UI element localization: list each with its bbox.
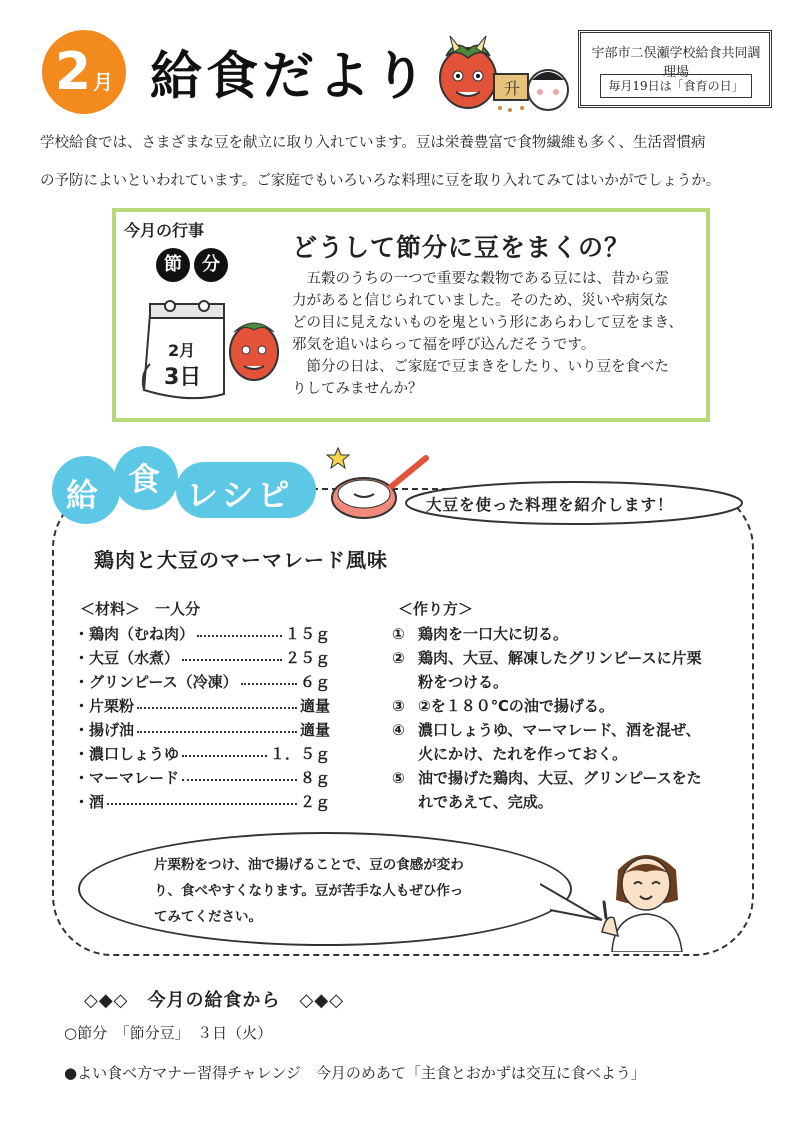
ingredient-row — [74, 670, 330, 694]
step-item — [392, 622, 738, 646]
food-day-label: 毎月19日は「食育の日」 — [600, 74, 752, 98]
step-text: 火にかけ、たれを作っておく。 — [418, 745, 628, 763]
step-text: 鶏肉を一口大に切る。 — [418, 625, 569, 643]
step-number: ④ — [392, 721, 405, 739]
event-body — [292, 268, 700, 400]
step-text: 粉をつける。 — [418, 673, 509, 691]
ingredient-name: ・グリンピース（冷凍） — [74, 673, 238, 691]
recipe-logo-char-1: 給 — [66, 476, 99, 514]
event-body-line: 五穀のうちの一つで重要な穀物である豆には、昔から霊 — [292, 271, 669, 287]
ingredient-name: ・片栗粉 — [74, 697, 135, 715]
ingredient-amount: 適量 — [299, 721, 330, 739]
bun-char: 分 — [194, 248, 228, 282]
step-text: ②を１８０℃の油で揚げる。 — [418, 697, 614, 715]
ingredient-amount: ２５ｇ — [284, 649, 330, 667]
tip-line: てみてください。 — [154, 909, 262, 925]
nutritionist-icon — [598, 840, 694, 952]
ingredient-amount: ８ｇ — [299, 769, 330, 787]
recipe-logo-char-2: 食 — [128, 460, 161, 498]
ingredient-amount: １５ｇ — [284, 625, 330, 643]
page-title: 給食だより — [150, 47, 431, 107]
ingredient-amount: 適量 — [299, 697, 330, 715]
calendar-icon — [140, 294, 290, 406]
intro-line-2: の予防によいといわれています。ご家庭でもいろいろな料理に豆を取り入れてみてはいかがでしょうか。 — [40, 173, 721, 189]
event-body-line: 邪気を追いはらって福を呼び込んだそうです。 — [292, 337, 596, 353]
ingredient-name: ・酒 — [74, 793, 105, 811]
tip-text — [154, 852, 494, 930]
ingredient-row — [74, 646, 330, 670]
tip-line: 片栗粉をつけ、油で揚げることで、豆の食感が変わ — [154, 857, 464, 873]
event-body-line: どの目に見えないものを鬼という形にあらわして豆をまき、 — [292, 315, 683, 331]
ingredients-heading: ＜材料＞ 一人分 — [80, 600, 201, 618]
event-title: どうして節分に豆をまくの？ — [292, 233, 631, 262]
step-text: 鶏肉、大豆、解凍したグリンピースに片栗 — [418, 649, 702, 667]
step-item — [392, 646, 738, 694]
ingredient-list — [74, 622, 330, 814]
ingredient-row — [74, 694, 330, 718]
recipe-logo-text: レシピ — [186, 476, 294, 514]
monthly-item-setsubun: ○節分 「節分豆」 ３日（火） — [64, 1024, 273, 1042]
recipe-tagline: 大豆を使った料理を紹介します！ — [426, 496, 674, 514]
recipe-name: 鶏肉と大豆のマーマレード風味 — [94, 548, 388, 572]
step-text: れであえて、完成。 — [418, 793, 553, 811]
step-text: 濃口しょうゆ、マーマレード、酒を混ぜ、 — [418, 721, 701, 739]
calendar-day: 3日 — [164, 365, 202, 390]
step-item — [392, 766, 738, 814]
ingredient-amount: １．５ｇ — [269, 745, 330, 763]
ingredient-row — [74, 742, 330, 766]
tip-line: り、食べやすくなります。豆が苦手な人もぜひ作っ — [154, 883, 464, 899]
month-number: 2 — [54, 42, 92, 102]
step-number: ② — [392, 649, 405, 667]
svg-text:升: 升 — [504, 79, 521, 98]
ingredient-name: ・マーマレード — [74, 769, 180, 787]
ingredient-name: ・鶏肉（むね肉） — [74, 625, 195, 643]
event-body-line: 力があると信じられていました。そのため、災いや病気な — [292, 293, 669, 309]
ingredient-row — [74, 790, 330, 814]
ingredient-amount: ２ｇ — [299, 793, 330, 811]
ingredient-name: ・濃口しょうゆ — [74, 745, 180, 763]
monthly-item-manners: ●よい食べ方マナー習得チャレンジ 今月のめあて「主食とおかずは交互に食べよう」 — [64, 1064, 646, 1082]
ingredient-row — [74, 622, 330, 646]
month-unit: 月 — [93, 70, 114, 94]
calendar-month: 2月 — [168, 341, 196, 360]
event-body-line: りしてみませんか？ — [292, 381, 423, 397]
ingredient-row — [74, 766, 330, 790]
ingredient-amount: ６ｇ — [299, 673, 330, 691]
monthly-heading: ◇◆◇ 今月の給食から ◇◆◇ — [84, 990, 345, 1011]
oni-mask-icon — [432, 28, 572, 114]
intro-line-1: 学校給食では、さまざまな豆を献立に取り入れています。豆は栄養豊富で食物繊維も多く、生活習慣病 — [40, 135, 706, 151]
org-name: 宇部市二俣瀬学校給食共同調理場 — [591, 46, 761, 80]
step-list — [392, 622, 738, 814]
event-body-line: 節分の日は、ご家庭で豆まきをしたり、いり豆を食べた — [292, 359, 669, 375]
setsu-char: 節 — [156, 248, 190, 282]
month-badge — [42, 30, 126, 114]
steps-heading: ＜作り方＞ — [398, 600, 474, 618]
step-text: 油で揚げた鶏肉、大豆、グリンピースをた — [418, 769, 702, 787]
ingredient-name: ・大豆（水煮） — [74, 649, 180, 667]
step-item — [392, 694, 738, 718]
step-number: ⑤ — [392, 769, 405, 787]
ingredient-name: ・揚げ油 — [74, 721, 135, 739]
event-label: 今月の行事 — [124, 221, 205, 240]
step-number: ① — [392, 625, 405, 643]
step-number: ③ — [392, 697, 405, 715]
ingredient-row — [74, 718, 330, 742]
step-item — [392, 718, 738, 766]
